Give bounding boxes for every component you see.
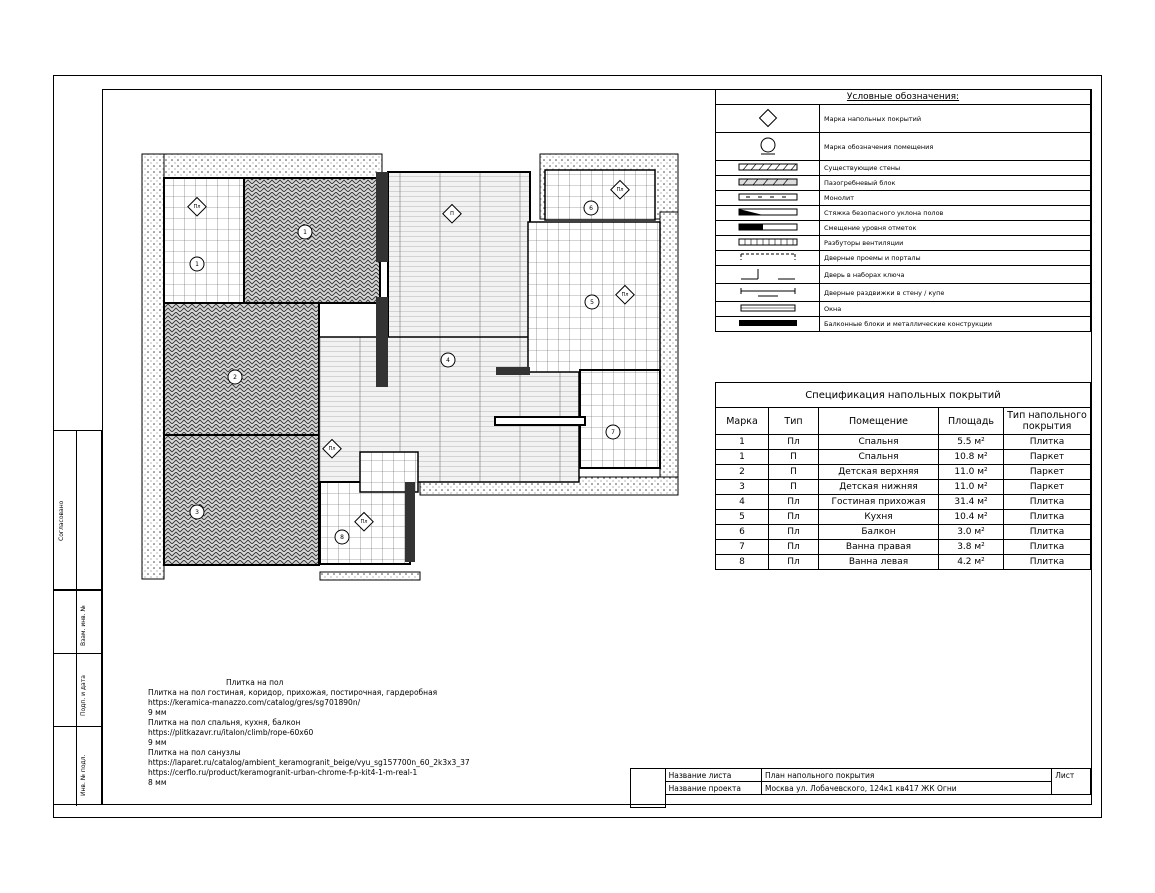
- cell: Плитка: [1004, 525, 1091, 540]
- legend-label: Существующие стены: [820, 161, 1091, 176]
- cell: Кухня: [819, 510, 939, 525]
- cell: 11.0 м²: [939, 465, 1004, 480]
- cell: 4: [716, 495, 769, 510]
- room-mark-2: 2: [233, 374, 237, 381]
- notes-link[interactable]: https://laparet.ru/catalog/ambient_keramogranit_beige/vyu_sg157700n_60_2k3x3_37: [148, 758, 470, 767]
- room-mark-symbol-icon: [716, 133, 820, 161]
- cell: 3: [716, 480, 769, 495]
- notes-link[interactable]: https://plitkazavr.ru/italon/climb/rope-60x60: [148, 728, 314, 737]
- spec-header: Площадь: [939, 408, 1004, 435]
- sheet-name-value: План напольного покрытия: [761, 769, 1051, 782]
- room-mark-7: 7: [611, 429, 615, 436]
- notes-line: Плитка на пол спальня, кухня, балкон: [148, 718, 301, 727]
- table-row: [716, 555, 1091, 570]
- original-inv-label: Инв. № подл.: [80, 754, 87, 796]
- notes-line: 9 мм: [148, 708, 167, 717]
- cell: Пл: [769, 510, 819, 525]
- cell: Пл: [769, 435, 819, 450]
- legend-label: Дверные раздвижки в стену / купе: [820, 284, 1091, 302]
- floor-plan: [140, 152, 680, 582]
- window-symbol-icon: [716, 302, 820, 317]
- cell: Плитка: [1004, 540, 1091, 555]
- ventilation-symbol-icon: [716, 236, 820, 251]
- spec-table: [715, 382, 1091, 570]
- signature-box: [53, 590, 102, 805]
- room-mark-6: 6: [589, 205, 593, 212]
- table-row: [716, 525, 1091, 540]
- spec-title: Спецификация напольных покрытий: [716, 383, 1091, 408]
- cell: 3.8 м²: [939, 540, 1004, 555]
- spec-header: Помещение: [819, 408, 939, 435]
- spec-header: Тип: [769, 408, 819, 435]
- floor-mark-symbol-icon: [716, 105, 820, 133]
- project-value: Москва ул. Лобачевского, 124к1 кв417 ЖК Огни: [761, 782, 1051, 795]
- cell: 10.4 м²: [939, 510, 1004, 525]
- legend-label: Пазогребневый блок: [820, 176, 1091, 191]
- table-row: [716, 435, 1091, 450]
- table-row: [716, 540, 1091, 555]
- swing-door-symbol-icon: [716, 266, 820, 284]
- cell: Паркет: [1004, 450, 1091, 465]
- door-opening-symbol-icon: [716, 251, 820, 266]
- cell: Плитка: [1004, 555, 1091, 570]
- floor-mark-f: Пл: [328, 446, 336, 452]
- floor-mark-d: Пл: [621, 292, 629, 298]
- sheet-name-label: Название листа: [665, 769, 761, 782]
- approval-label: Согласовано: [58, 500, 65, 541]
- cell: Спальня: [819, 450, 939, 465]
- floor-mark-c: Пл: [616, 187, 624, 193]
- legend-title: Условные обозначения:: [716, 90, 1091, 105]
- notes-line: 9 мм: [148, 738, 167, 747]
- cell: 5: [716, 510, 769, 525]
- legend-label: Дверь в наборах ключа: [820, 266, 1091, 284]
- screed-symbol-icon: [716, 206, 820, 221]
- table-row: [716, 465, 1091, 480]
- notes-link[interactable]: https://keramica-manazzo.com/catalog/gres/sg701890n/: [148, 698, 361, 707]
- notes-line: Плитка на пол гостиная, коридор, прихожая, постирочная, гардеробная: [148, 688, 438, 697]
- floor-mark-a: Пл: [193, 204, 201, 210]
- room-mark-3: 3: [195, 509, 199, 516]
- legend-label: Монолит: [820, 191, 1091, 206]
- notes-title: Плитка на пол: [226, 678, 284, 687]
- cell: Пл: [769, 555, 819, 570]
- legend-label: Окна: [820, 302, 1091, 317]
- spec-header: Тип напольного покрытия: [1004, 408, 1091, 435]
- replacement-inv-label: Взам. инв. №: [80, 605, 87, 646]
- balcony-block-symbol-icon: [716, 317, 820, 332]
- project-label: Название проекта: [665, 782, 761, 795]
- cell: Паркет: [1004, 480, 1091, 495]
- legend-label: Марка напольных покрытий: [820, 105, 1091, 133]
- title-block-spacer: [631, 769, 666, 808]
- cell: 5.5 м²: [939, 435, 1004, 450]
- sliding-door-symbol-icon: [716, 284, 820, 302]
- cell: 1: [716, 450, 769, 465]
- cell: Плитка: [1004, 495, 1091, 510]
- legend-table: [715, 89, 1091, 332]
- cell: 7: [716, 540, 769, 555]
- cell: 10.8 м²: [939, 450, 1004, 465]
- cell: Паркет: [1004, 465, 1091, 480]
- notes-line: Плитка на пол санузлы: [148, 748, 241, 757]
- cell: Детская нижняя: [819, 480, 939, 495]
- legend-label: Смещение уровня отметок: [820, 221, 1091, 236]
- cell: 2: [716, 465, 769, 480]
- title-block: [630, 768, 1091, 808]
- cell: Плитка: [1004, 435, 1091, 450]
- cell: Пл: [769, 540, 819, 555]
- floor-mark-e: Пл: [360, 519, 368, 525]
- cell: П: [769, 465, 819, 480]
- legend-label: Балконные блоки и металлические конструкции: [820, 317, 1091, 332]
- legend-label: Разбуторы вентиляции: [820, 236, 1091, 251]
- room-mark-1: 1: [195, 261, 199, 268]
- cell: Плитка: [1004, 510, 1091, 525]
- legend-label: Дверные проемы и порталы: [820, 251, 1091, 266]
- spec-header: Марка: [716, 408, 769, 435]
- cell: Ванна левая: [819, 555, 939, 570]
- floor-mark-b: П: [450, 211, 454, 217]
- legend-label: Стяжка безопасного уклона полов: [820, 206, 1091, 221]
- cell: Пл: [769, 495, 819, 510]
- cell: Гостиная прихожая: [819, 495, 939, 510]
- cell: 8: [716, 555, 769, 570]
- notes-block: [148, 678, 470, 788]
- cell: 4.2 м²: [939, 555, 1004, 570]
- sheet-number: [1052, 782, 1091, 795]
- cell: 3.0 м²: [939, 525, 1004, 540]
- table-row: [716, 495, 1091, 510]
- cell: 31.4 м²: [939, 495, 1004, 510]
- sign-date-label: Подп. и дата: [80, 675, 87, 716]
- room-mark-5: 5: [590, 299, 594, 306]
- cell: 1: [716, 435, 769, 450]
- cell: П: [769, 480, 819, 495]
- approval-box: [53, 430, 102, 590]
- partition-symbol-icon: [716, 176, 820, 191]
- legend-label: Марка обозначения помещения: [820, 133, 1091, 161]
- notes-line: 8 мм: [148, 778, 167, 787]
- table-row: [716, 450, 1091, 465]
- cell: Ванна правая: [819, 540, 939, 555]
- sheet-label: Лист: [1052, 769, 1091, 782]
- cell: Пл: [769, 525, 819, 540]
- masonry-symbol-icon: [716, 191, 820, 206]
- cell: Спальня: [819, 435, 939, 450]
- existing-wall-symbol-icon: [716, 161, 820, 176]
- level-shift-symbol-icon: [716, 221, 820, 236]
- cell: 11.0 м²: [939, 480, 1004, 495]
- table-row: [716, 480, 1091, 495]
- cell: Детская верхняя: [819, 465, 939, 480]
- room-mark-4: 4: [446, 357, 450, 364]
- cell: 6: [716, 525, 769, 540]
- cell: П: [769, 450, 819, 465]
- notes-link[interactable]: https://cerflo.ru/product/keramogranit-urban-chrome-f-p-kit4-1-m-real-1: [148, 768, 418, 777]
- room-mark-8: 8: [340, 534, 344, 541]
- room-mark-1b: 1: [303, 229, 307, 236]
- table-row: [716, 510, 1091, 525]
- cell: Балкон: [819, 525, 939, 540]
